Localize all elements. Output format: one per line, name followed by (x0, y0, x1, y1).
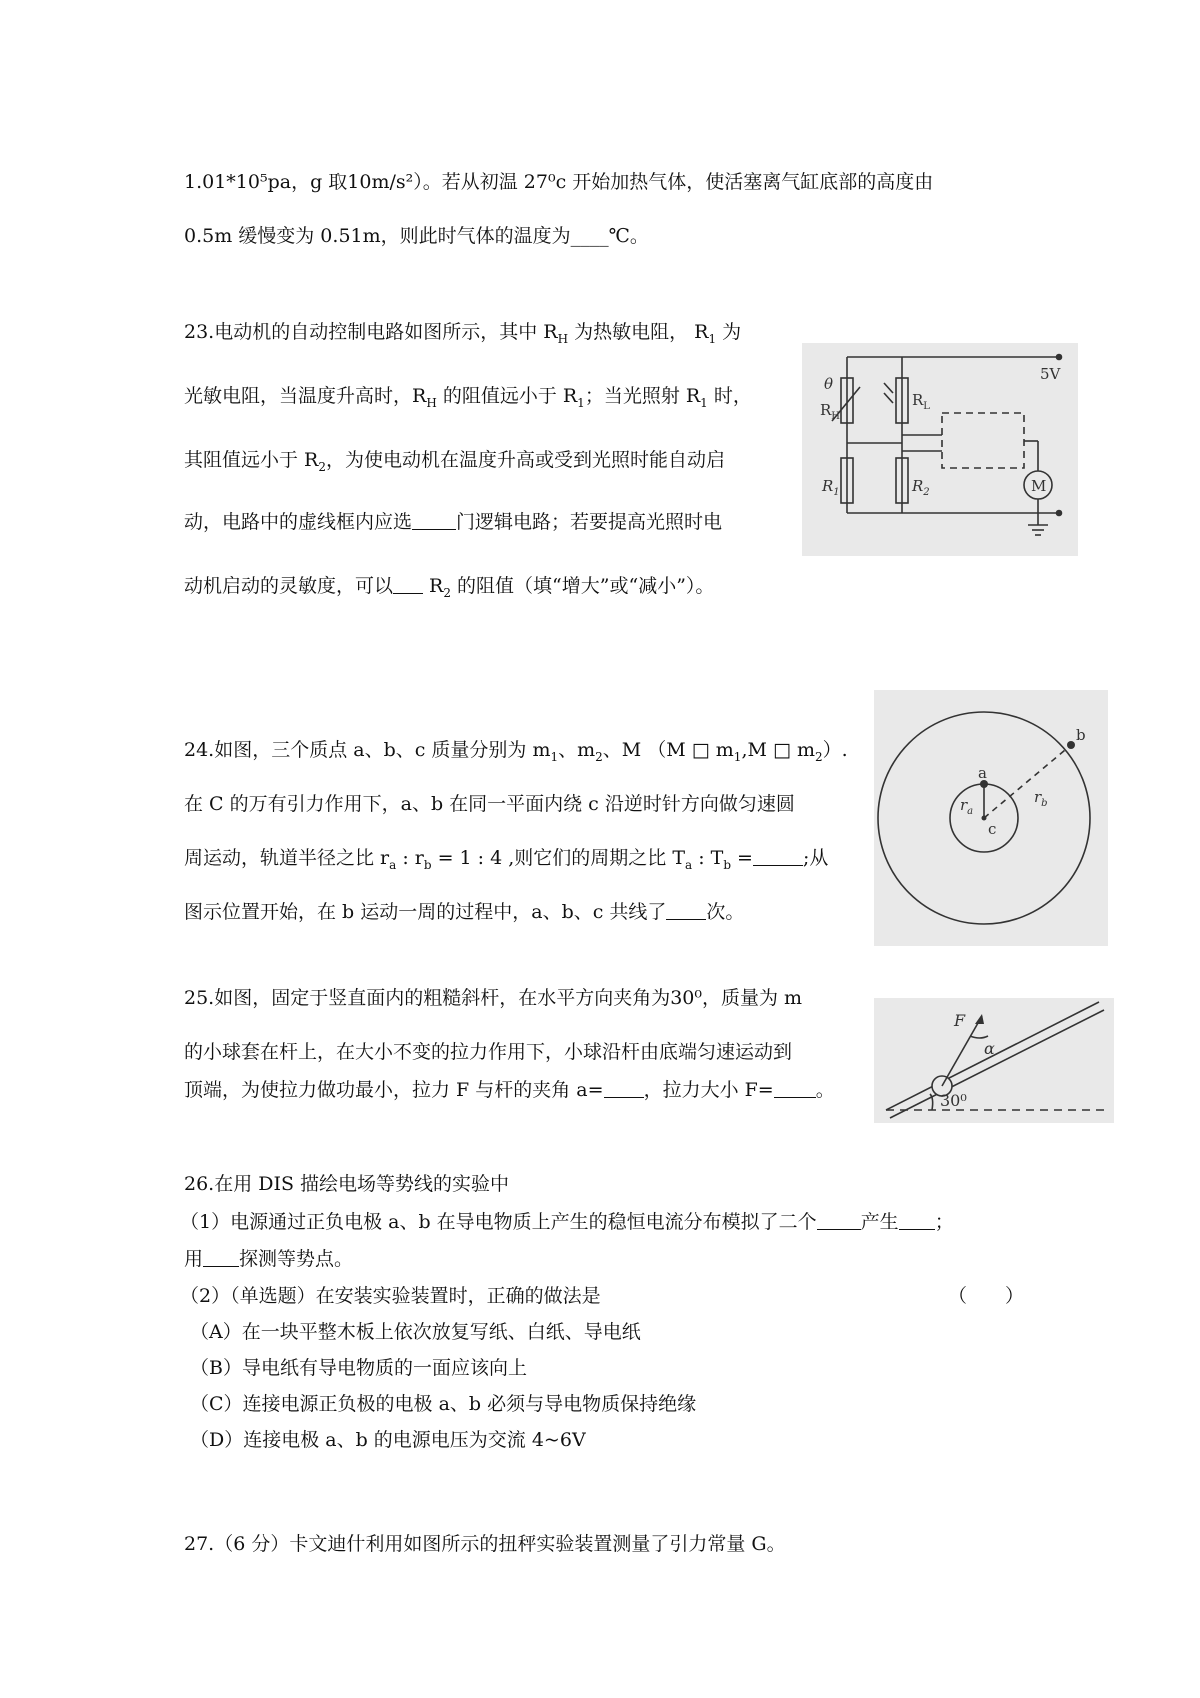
force-label: F (954, 1011, 966, 1030)
q23-line-3: 其阻值远小于 $R_2$，为使电动机在温度升高或受到光照时能自动启 (184, 449, 726, 474)
circuit-figure (802, 343, 1078, 556)
rh-label: $R_H$ (820, 401, 841, 422)
answer-blank[interactable] (666, 901, 706, 920)
q26-option-b: （B）导电纸有导电物质的一面应该向上 (190, 1357, 527, 1379)
q26-part1-line1: （1）电源通过正负电极 a、b 在导电物质上产生的稳恒电流分布模拟了二个 产生 ； (180, 1211, 954, 1233)
incline-figure (874, 998, 1114, 1123)
q22-line-2: 0.5m 缓慢变为 0.51m，则此时气体的温度为____℃。 (184, 225, 649, 247)
answer-blank[interactable] (393, 575, 423, 594)
q27-line: 27.（6 分）卡文迪什利用如图所示的扭秤实验装置测量了引力常量 G。 (184, 1533, 786, 1555)
q23-line-4: 动，电路中的虚线框内应选 门逻辑电路；若要提高光照时电 (184, 511, 723, 533)
point-c-label: c (988, 820, 997, 838)
q23-line-2: 光敏电阻，当温度升高时，$R_H$ 的阻值远小于 $R_1$；当光照射 $R_1$ 时， (184, 385, 752, 410)
answer-blank[interactable] (604, 1079, 644, 1098)
q24-line-4: 图示位置开始，在 b 运动一周的过程中，a、b、c 共线了 次。 (184, 901, 745, 923)
q24-line-1: 24.如图，三个质点 a、b、c 质量分别为 $m_1$、$m_2$、M （M □ $m_1,M$ □ $m_2$）. (184, 739, 848, 764)
q26-title: 26.在用 DIS 描绘电场等势线的实验中 (184, 1173, 510, 1195)
answer-blank[interactable] (774, 1079, 816, 1098)
answer-blank[interactable] (412, 511, 456, 530)
r2-label: $R_2$ (912, 477, 930, 498)
q26-part1-line2: 用 探测等势点。 (184, 1248, 354, 1270)
q23-line-5: 动机启动的灵敏度，可以 $R_2$ 的阻值（填“增大”或“减小”）。 (184, 575, 715, 600)
q25-line-2: 的小球套在杆上，在大小不变的拉力作用下，小球沿杆由底端匀速运动到 (184, 1041, 793, 1063)
r1-label: $R_1$ (822, 477, 840, 498)
answer-blank[interactable] (899, 1211, 935, 1230)
q26-option-d: （D）连接电极 a、b 的电源电压为交流 4~6V (190, 1429, 586, 1451)
q26-part2: （2）（单选题）在安装实验装置时，正确的做法是 (180, 1285, 601, 1307)
q24-line-2: 在 C 的万有引力作用下，a、b 在同一平面内绕 c 沿逆时针方向做匀速圆 (184, 793, 795, 815)
answer-blank[interactable] (203, 1248, 239, 1267)
orbit-figure (874, 690, 1108, 946)
q26-option-c: （C）连接电源正负极的电极 a、b 必须与导电物质保持绝缘 (190, 1393, 697, 1415)
q24-line-3: 周运动，轨道半径之比 $r_a$ : $r_b = 1$ : 4 ,则它们的周期之比 $T_a$ : $T_b$ = ;从 (184, 847, 829, 872)
voltage-label: 5V (1040, 365, 1061, 383)
angle-label: 30⁰ (940, 1091, 967, 1110)
q25-line-1: 25.如图，固定于竖直面内的粗糙斜杆，在水平方向夹角为30⁰，质量为 m (184, 987, 803, 1009)
q22-line-1: 1.01*10⁵pa，g 取10m/s²）。若从初温 27⁰c 开始加热气体，使活塞离气缸底部的高度由 (184, 171, 934, 193)
q25-line-3: 顶端，为使拉力做功最小，拉力 F 与杆的夹角 a= ，拉力大小 F= 。 (184, 1079, 835, 1101)
point-b-label: b (1076, 726, 1086, 744)
point-a-label: a (978, 764, 987, 782)
answer-blank[interactable] (753, 847, 803, 866)
rl-label: $R_L$ (912, 391, 930, 412)
alpha-label: α (984, 1039, 995, 1058)
answer-blank[interactable] (817, 1211, 861, 1230)
theta-label: θ (824, 375, 834, 393)
q26-option-a: （A）在一块平整木板上依次放复写纸、白纸、导电纸 (190, 1321, 641, 1343)
q23-line-1: 23.电动机的自动控制电路如图所示，其中 $R_H$ 为热敏电阻， $R_1$ 为 (184, 321, 742, 346)
q26-answer-paren[interactable]: （ ） (948, 1285, 1025, 1307)
ra-label: $r_a$ (960, 796, 974, 817)
rb-label: $r_b$ (1034, 788, 1048, 809)
motor-label: M (1031, 477, 1047, 495)
